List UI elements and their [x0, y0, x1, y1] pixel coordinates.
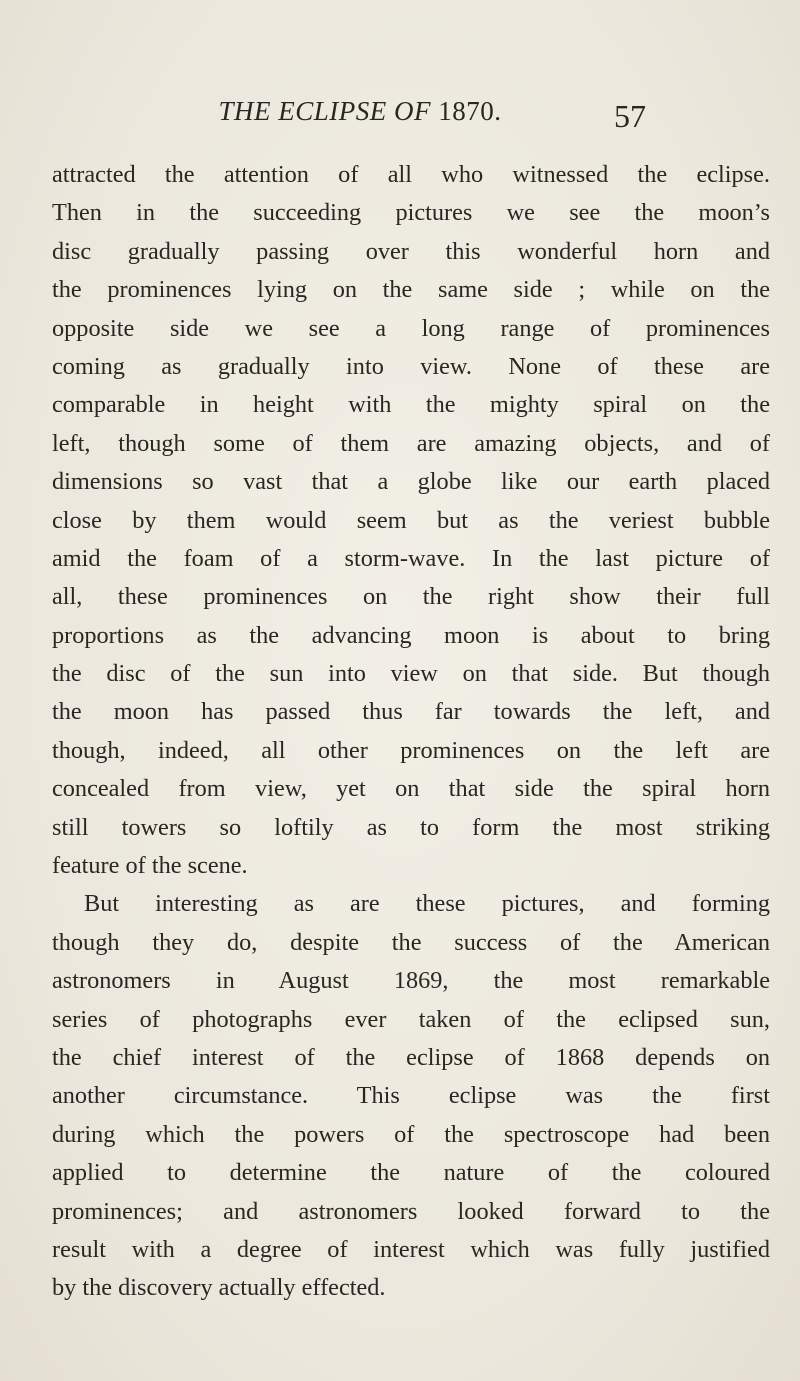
- text-line: applied to determine the nature of the coloured: [52, 1159, 770, 1187]
- running-title-text: THE ECLIPSE OF: [218, 96, 431, 126]
- body-text: [52, 156, 770, 1308]
- text-line: the chief interest of the eclipse of 1868 depends on: [52, 1043, 770, 1071]
- text-line: result with a degree of interest which was fully justified: [52, 1235, 770, 1263]
- text-line: during which the powers of the spectroscope had been: [52, 1120, 770, 1148]
- paragraph: [52, 885, 770, 1307]
- running-head: [0, 96, 800, 136]
- text-line: coming as gradually into view. None of these are: [52, 352, 770, 380]
- text-line: opposite side we see a long range of prominences: [52, 314, 770, 342]
- text-line: left, though some of them are amazing objects, and of: [52, 429, 770, 457]
- text-line: But interesting as are these pictures, and forming: [84, 890, 770, 918]
- text-line: the moon has passed thus far towards the left, and: [52, 698, 770, 726]
- text-line: by the discovery actually effected.: [52, 1274, 386, 1302]
- text-line: feature of the scene.: [52, 852, 248, 880]
- text-line: disc gradually passing over this wonderful horn and: [52, 237, 770, 265]
- running-title-year: 1870.: [438, 96, 502, 126]
- text-line: close by them would seem but as the veriest bubble: [52, 506, 770, 534]
- text-line: concealed from view, yet on that side the spiral horn: [52, 775, 770, 803]
- text-line: though, indeed, all other prominences on the left are: [52, 736, 770, 764]
- text-line: comparable in height with the mighty spiral on the: [52, 391, 770, 419]
- text-line: attracted the attention of all who witnessed the eclipse.: [52, 161, 770, 188]
- text-line: the prominences lying on the same side ; while on the: [52, 276, 770, 304]
- text-line: the disc of the sun into view on that side. But though: [52, 660, 770, 688]
- running-title: [200, 96, 520, 127]
- text-line: prominences; and astronomers looked forward to the: [52, 1197, 770, 1225]
- text-line: dimensions so vast that a globe like our earth placed: [52, 468, 770, 496]
- page-number: 57: [614, 98, 646, 134]
- paragraph: [52, 156, 770, 885]
- text-line: series of photographs ever taken of the eclipsed sun,: [52, 1005, 770, 1033]
- text-line: proportions as the advancing moon is about to bring: [52, 621, 770, 649]
- text-line: another circumstance. This eclipse was the first: [52, 1082, 770, 1110]
- text-line: amid the foam of a storm-wave. In the last picture of: [52, 544, 770, 572]
- text-line: though they do, despite the success of the American: [52, 928, 770, 956]
- text-line: Then in the succeeding pictures we see the moon’s: [52, 199, 770, 227]
- text-line: astronomers in August 1869, the most remarkable: [52, 967, 770, 995]
- text-line: still towers so loftily as to form the most striking: [52, 813, 770, 841]
- text-line: all, these prominences on the right show their full: [52, 583, 770, 611]
